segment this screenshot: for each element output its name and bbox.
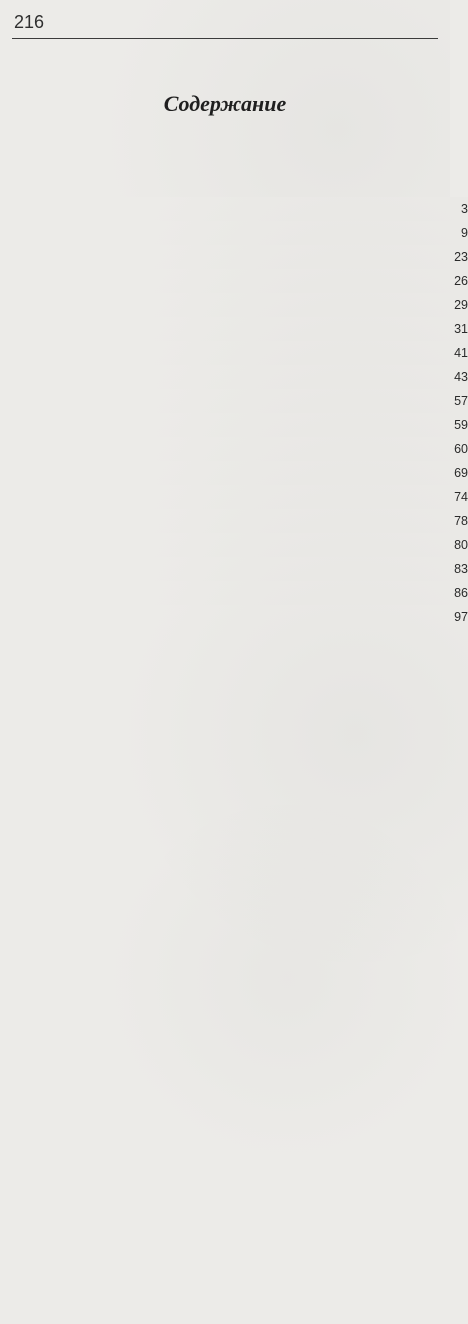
- toc-item[interactable]: [18, 269, 468, 293]
- toc-item-page: 29: [18, 293, 468, 1012]
- page-title: Содержание: [163, 91, 287, 116]
- toc-item[interactable]: [18, 509, 468, 533]
- toc-item-page: 80: [18, 533, 468, 1252]
- toc-item[interactable]: [18, 245, 468, 269]
- toc-item[interactable]: [18, 557, 468, 581]
- toc-item-page: 59: [18, 413, 468, 1132]
- toc-item-page: 86: [18, 581, 468, 1300]
- toc-item-page: 97: [18, 605, 468, 1324]
- toc-item-page: 31: [18, 317, 468, 1036]
- toc-item[interactable]: [18, 389, 468, 413]
- toc-item[interactable]: [18, 485, 468, 509]
- toc-item-page: 9: [18, 221, 468, 940]
- toc-item-line2: [18, 610, 468, 653]
- toc-item[interactable]: [18, 221, 468, 245]
- toc-item[interactable]: [18, 581, 468, 605]
- toc-item-page: 74: [18, 485, 468, 1204]
- toc-item-page: 83: [18, 557, 468, 1276]
- toc-item[interactable]: [18, 533, 468, 557]
- table-of-contents: [18, 197, 468, 653]
- page-number: 216: [14, 12, 45, 32]
- toc-item-page: 23: [18, 245, 468, 964]
- toc-item[interactable]: [18, 197, 468, 221]
- toc-item[interactable]: [18, 413, 468, 437]
- header-rule: [12, 38, 438, 39]
- toc-item-page: 3: [18, 197, 468, 916]
- toc-item-page: 43: [18, 365, 468, 1084]
- toc-item[interactable]: [18, 293, 468, 317]
- toc-item[interactable]: [18, 317, 468, 341]
- toc-item[interactable]: [18, 341, 468, 365]
- toc-item[interactable]: [18, 437, 468, 461]
- toc-item[interactable]: [18, 605, 468, 653]
- toc-item-page: 57: [18, 389, 468, 1108]
- toc-item-page: 26: [18, 269, 468, 988]
- toc-item[interactable]: [18, 461, 468, 485]
- toc-item-page: 41: [18, 341, 468, 1060]
- toc-item[interactable]: [18, 365, 468, 389]
- toc-item-page: 60: [18, 437, 468, 1156]
- toc-item-page: 78: [18, 509, 468, 1228]
- toc-item-page: 69: [18, 461, 468, 1180]
